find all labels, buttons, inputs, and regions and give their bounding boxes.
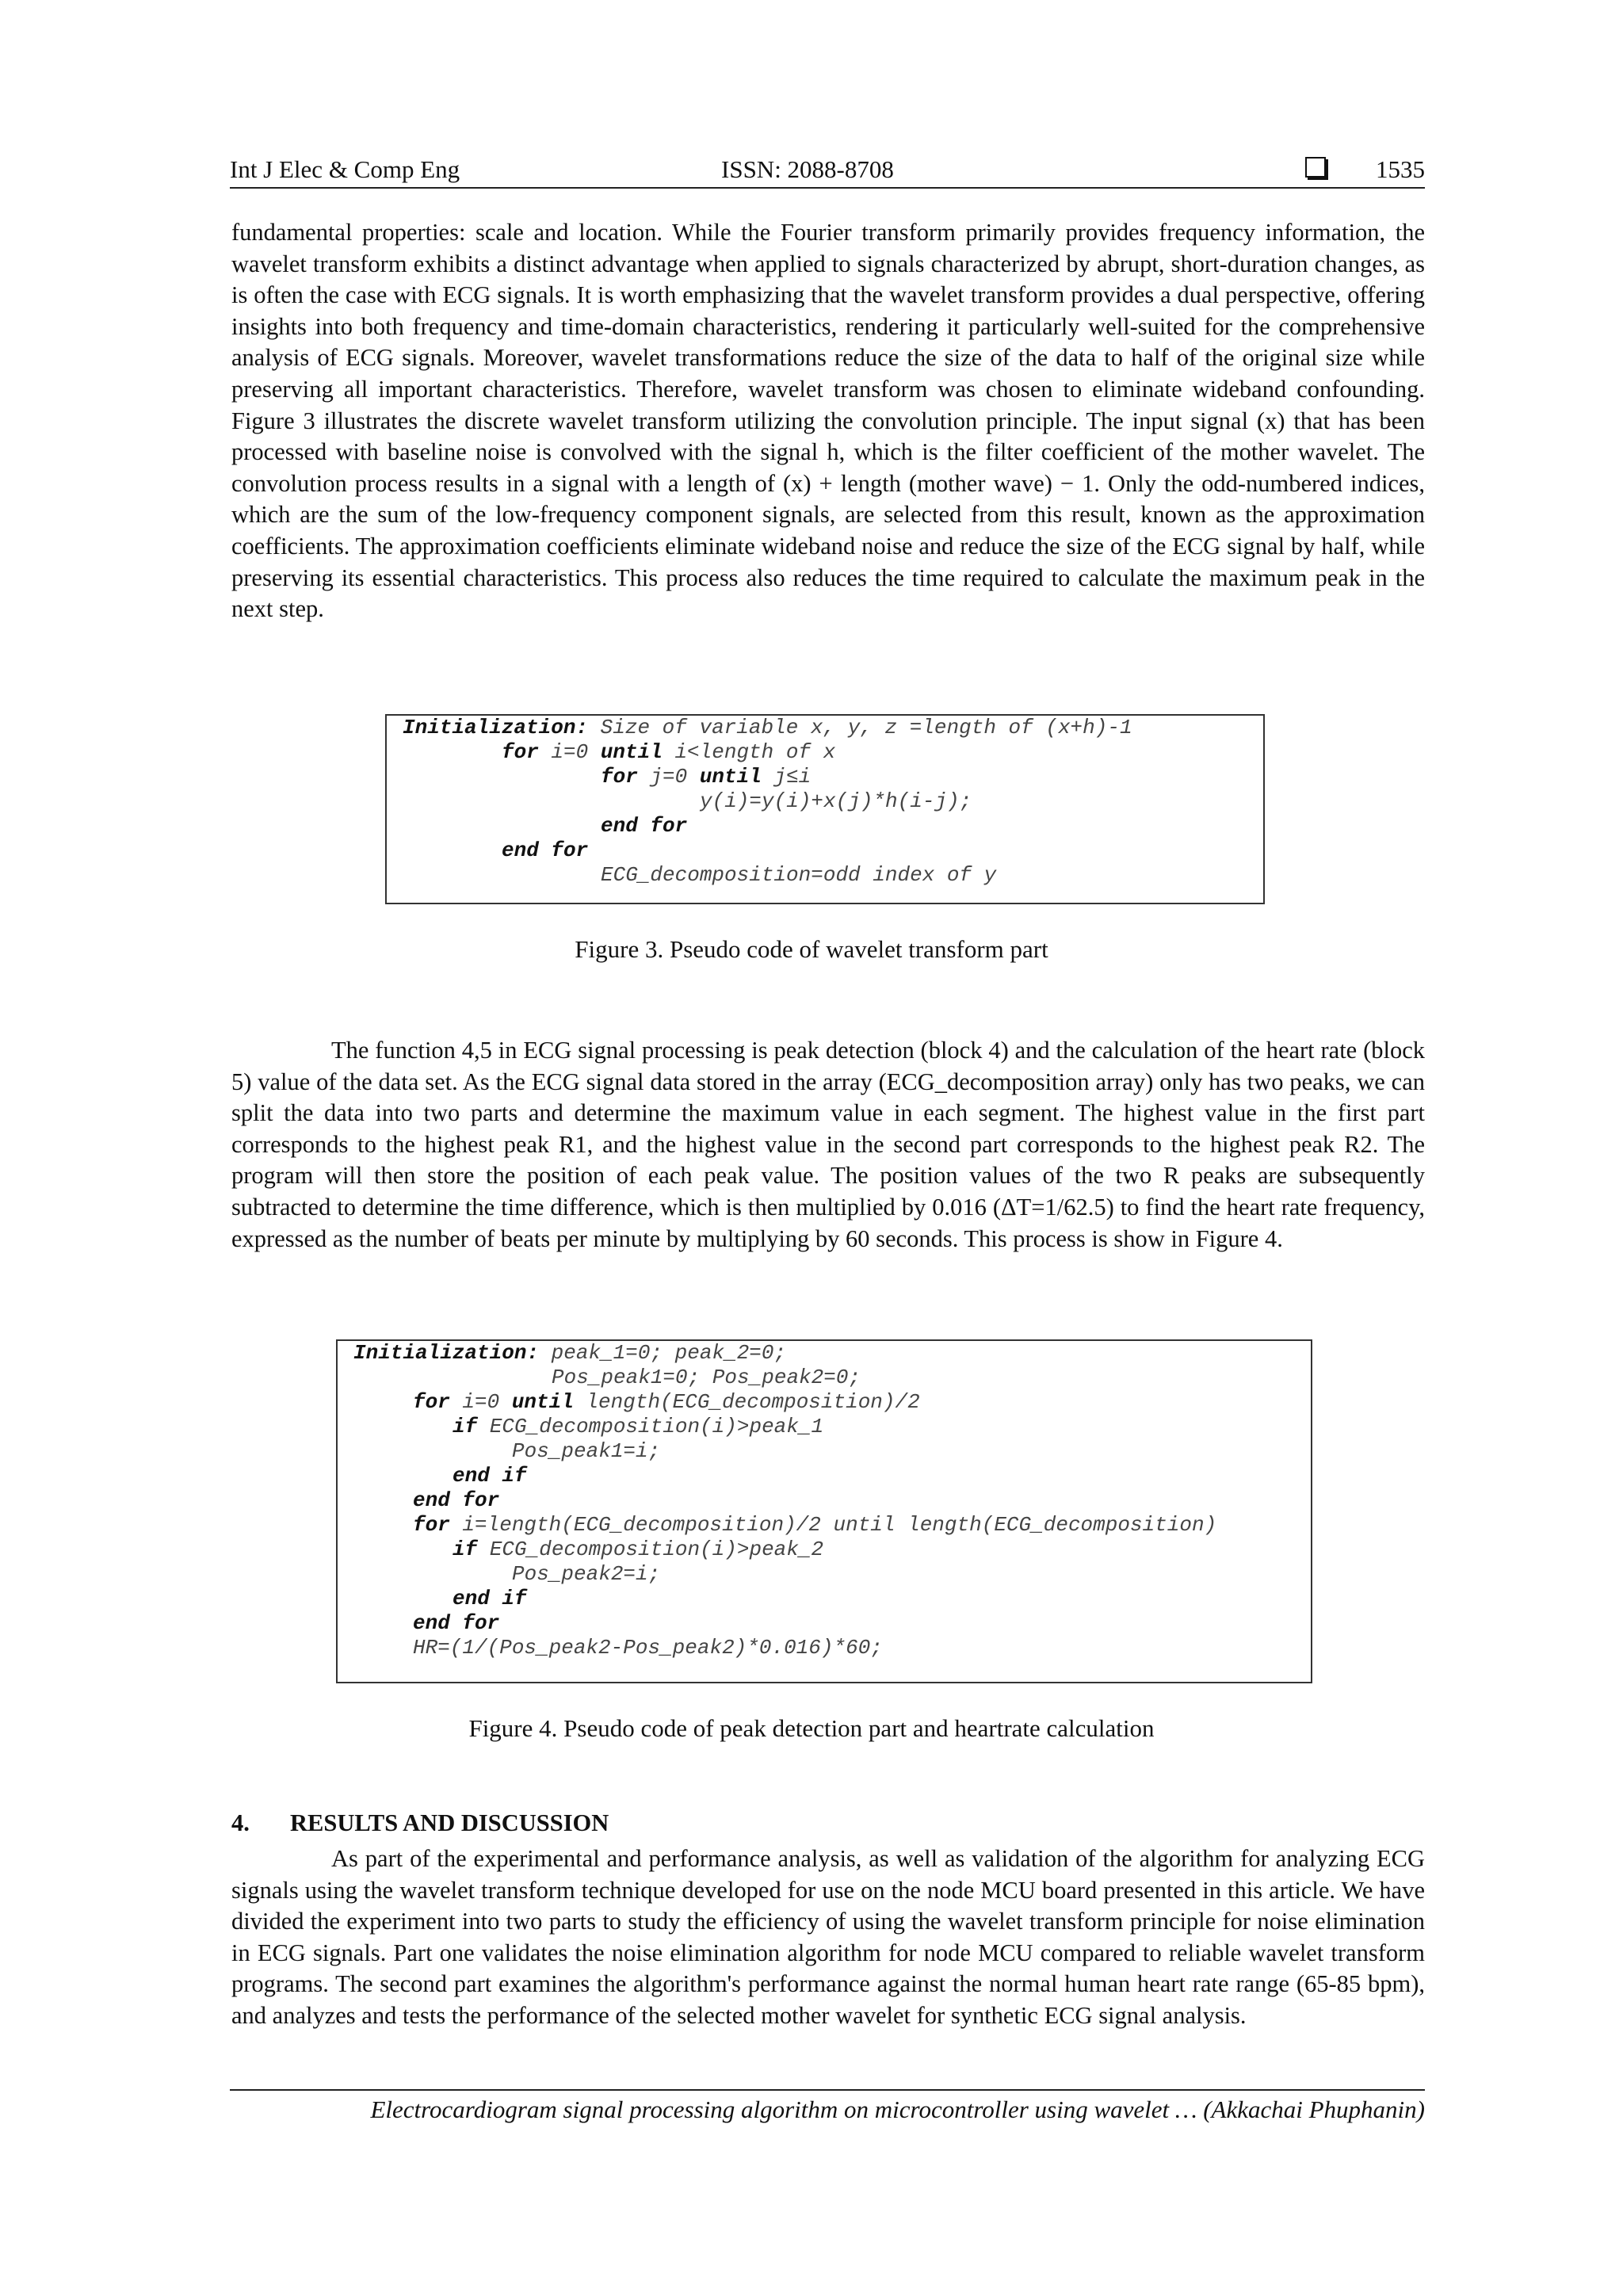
figure-4-code-box: [336, 1339, 1312, 1683]
journal-name: Int J Elec & Comp Eng: [230, 155, 460, 183]
figure-3-caption: Figure 3. Pseudo code of wavelet transform part: [575, 935, 1048, 963]
section-number: 4.: [231, 1809, 250, 1836]
code-line: Initialization: Size of variable x, y, z =length of (x+h)-1: [403, 716, 1132, 739]
code-line: if ECG_decomposition(i)>peak_2: [453, 1538, 824, 1561]
code-line: for i=length(ECG_decomposition)/2 until length(ECG_decomposition): [413, 1513, 1217, 1537]
body-paragraph-2: [231, 1035, 1425, 1255]
code-line: for i=0 until length(ECG_decomposition)/2: [413, 1390, 920, 1414]
code-line: end for: [413, 1488, 500, 1512]
code-line: end for: [413, 1611, 500, 1635]
page-header: [230, 152, 1425, 189]
code-line: end if: [453, 1464, 527, 1488]
code-line: ECG_decomposition=odd index of y: [601, 863, 997, 887]
issn: ISSN: 2088-8708: [721, 155, 894, 183]
code-line: Initialization: peak_1=0; peak_2=0;: [353, 1341, 787, 1365]
code-line: for i=0 until i<length of x: [502, 740, 836, 764]
code-line: Pos_peak1=i;: [512, 1439, 661, 1463]
code-line: Pos_peak2=i;: [512, 1562, 661, 1586]
code-line: for j=0 until j≤i: [601, 765, 812, 789]
square-box-icon: [1305, 157, 1326, 178]
body-paragraph-3: As part of the experimental and performance analysis, as well as validation of the algorithm for analyzing ECG signals using the wavelet transform technique developed for use on the node MCU board presented in this article. We have divided the experiment into two parts to study the efficiency of using the wavelet transform principle for noise elimination in ECG signals. Part one validates the noise elimination algorithm for node MCU compared to reliable wavelet transform programs. The second part examines the algorithm's performance against the normal human heart rate range (65-85 bpm), and analyzes and tests the performance of the selected mother wavelet for synthetic ECG signal analysis.: [231, 1845, 1425, 2029]
code-line: HR=(1/(Pos_peak2-Pos_peak2)*0.016)*60;: [413, 1636, 883, 1660]
code-line: end for: [601, 814, 688, 838]
code-line: if ECG_decomposition(i)>peak_1: [453, 1415, 824, 1438]
code-line: Pos_peak1=0; Pos_peak2=0;: [552, 1366, 861, 1389]
code-line: end for: [502, 839, 589, 862]
body-paragraph-1: fundamental properties: scale and location. While the Fourier transform primarily provides frequency information, the wavelet transform exhibits a distinct advantage when applied to signals characterized by abrupt, short-duration changes, as is often the case with ECG signals. It is worth emphasizing that the wavelet transform provides a dual perspective, offering insights into both frequency and time-domain characteristics, rendering it particularly well-suited for the comprehensive analysis of ECG signals. Moreover, wavelet transformations reduce the size of the data to half of the original size while preserving all important characteristics. Therefore, wavelet transform was chosen to eliminate wideband confounding. Figure 3 illustrates the discrete wavelet transform utilizing the convolution principle. The input signal (x) that has been processed with baseline noise is convolved with the signal h, which is the filter coefficient of the mother wavelet. The convolution process results in a signal with a length of (x) + length (mother wave) − 1. Only the odd-numbered indices, which are the sum of the low-frequency component signals, are selected from this result, known as the approximation coefficients. The approximation coefficients eliminate wideband noise and reduce the size of the ECG signal by half, while preserving its essential characteristics. This process also reduces the time required to calculate the maximum peak in the next step.: [231, 219, 1425, 623]
section-heading: [231, 1809, 609, 1837]
page-number: 1535: [1376, 155, 1425, 183]
figure-3-code-box: [385, 714, 1265, 904]
section-title: RESULTS AND DISCUSSION: [290, 1809, 609, 1836]
page-footer: Electrocardiogram signal processing algorithm on microcontroller using wavelet … (Akkachai Phuphanin): [230, 2089, 1425, 2124]
code-line: y(i)=y(i)+x(j)*h(i-j);: [700, 789, 972, 813]
figure-4-caption: Figure 4. Pseudo code of peak detection part and heartrate calculation: [468, 1714, 1155, 1742]
code-line: end if: [453, 1587, 527, 1610]
paragraph-2-text: The function 4,5 in ECG signal processing is peak detection (block 4) and the calculation of the heart rate (block 5) value of the data set. As the ECG signal data stored in the array (ECG_decomposition array) only has two peaks, we can split the data into two parts and determine the maximum value in each segment. The highest value in the first part corresponds to the highest peak R1, and the highest value in the second part corresponds to the highest peak R2. The program will then store the position of each peak value. The position values of the two R peaks are subsequently subtracted to determine the time difference, which is then multiplied by 0.016 (ΔT=1/62.5) to find the heart rate frequency, expressed as the number of beats per minute by multiplying by 60 seconds. This process is show in Figure 4.: [231, 1037, 1425, 1252]
